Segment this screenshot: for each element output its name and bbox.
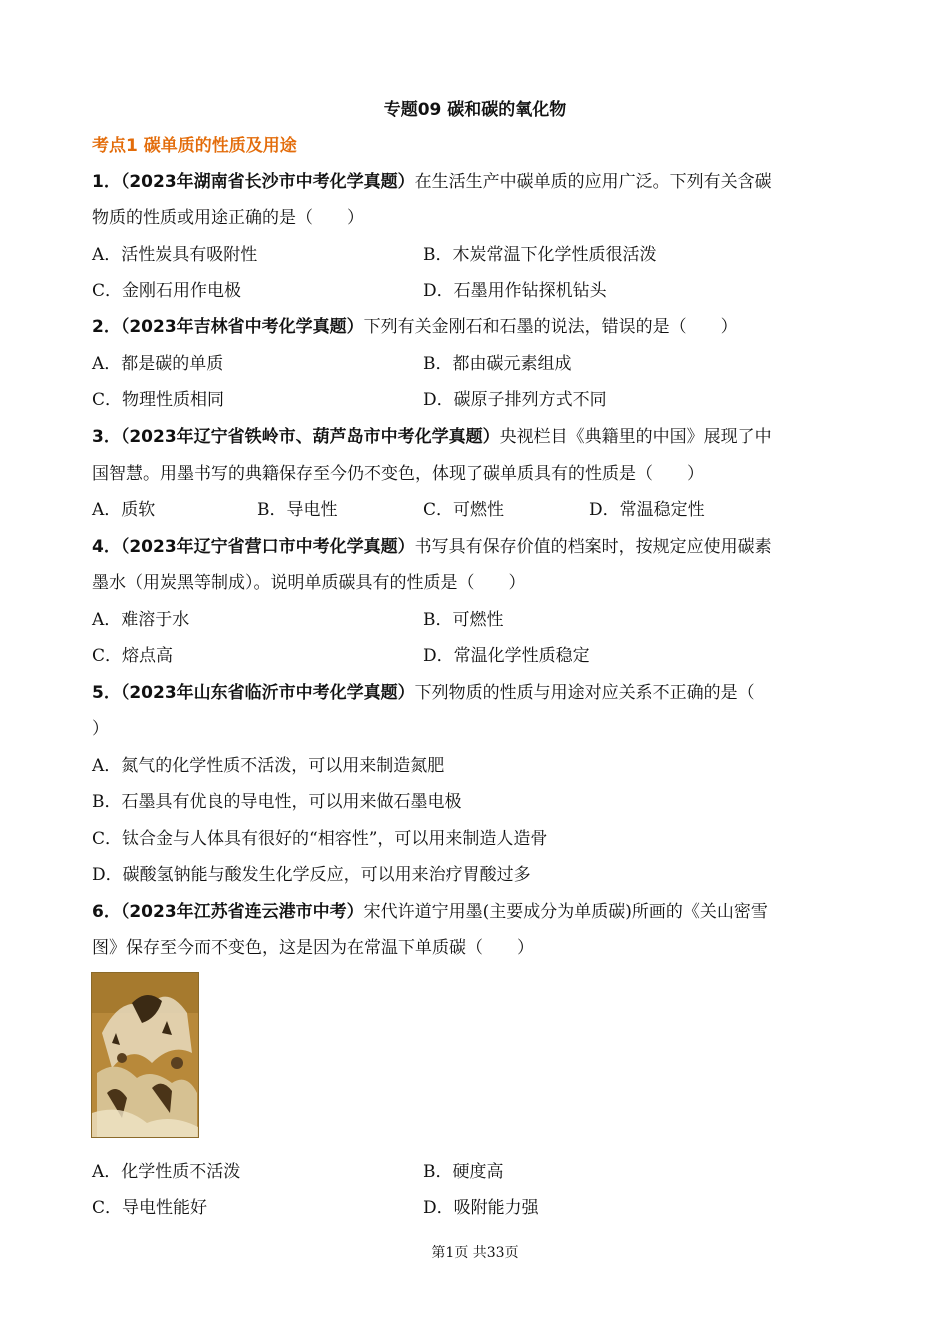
page-footer: 第1页 共33页 xyxy=(431,1245,519,1261)
question-1-option-b: B．木炭常温下化学性质很活泼 xyxy=(423,245,657,265)
question-3-option-d: D．常温稳定性 xyxy=(589,500,705,520)
question-5-option-c: C．钛合金与人体具有很好的“相容性”，可以用来制造人造骨 xyxy=(92,829,548,849)
question-4-option-a: A．难溶于水 xyxy=(92,610,190,630)
question-6-source: 6．（2023年江苏省连云港市中考） xyxy=(92,902,364,922)
question-3 xyxy=(92,423,862,451)
question-6-option-a: A．化学性质不活泼 xyxy=(92,1162,241,1182)
question-4 xyxy=(92,533,862,561)
question-2-stem: 下列有关金刚石和石墨的说法，错误的是（ ） xyxy=(363,317,738,337)
page-title: 专题09 碳和碳的氧化物 xyxy=(383,100,567,120)
question-2 xyxy=(92,313,862,341)
question-6-stem-cont: 图》保存至今而不变色，这是因为在常温下单质碳（ ） xyxy=(92,938,534,958)
section-heading: 考点1 碳单质的性质及用途 xyxy=(92,136,297,156)
question-6-stem: 宋代许道宁用墨(主要成分为单质碳)所画的《关山密雪 xyxy=(363,902,768,922)
question-6-option-c: C．导电性能好 xyxy=(92,1198,208,1218)
question-6 xyxy=(92,898,862,926)
question-1-stem-cont: 物质的性质或用途正确的是（ ） xyxy=(92,208,364,228)
question-2-option-d: D．碳原子排列方式不同 xyxy=(423,390,607,410)
question-5-option-d: D．碳酸氢钠能与酸发生化学反应，可以用来治疗胃酸过多 xyxy=(92,865,531,885)
question-3-stem: 央视栏目《典籍里的中国》展现了中 xyxy=(499,427,772,447)
question-4-source: 4．（2023年辽宁省营口市中考化学真题） xyxy=(92,537,415,557)
question-1 xyxy=(92,168,862,196)
question-6-option-b: B．硬度高 xyxy=(423,1162,504,1182)
question-3-option-b: B．导电性 xyxy=(257,500,338,520)
question-3-stem-cont: 国智慧。用墨书写的典籍保存至今仍不变色，体现了碳单质具有的性质是（ ） xyxy=(92,464,704,484)
question-4-option-b: B．可燃性 xyxy=(423,610,504,630)
question-5-option-b: B．石墨具有优良的导电性，可以用来做石墨电极 xyxy=(92,792,462,812)
question-3-option-a: A．质软 xyxy=(92,500,156,520)
question-5-option-a: A．氮气的化学性质不活泼，可以用来制造氮肥 xyxy=(92,756,445,776)
question-1-option-d: D．石墨用作钻探机钻头 xyxy=(423,281,607,301)
question-4-option-d: D．常温化学性质稳定 xyxy=(423,646,590,666)
question-5-source: 5．（2023年山东省临沂市中考化学真题） xyxy=(92,683,415,703)
question-2-source: 2．（2023年吉林省中考化学真题） xyxy=(92,317,364,337)
question-2-option-a: A．都是碳的单质 xyxy=(92,354,224,374)
question-4-stem-cont: 墨水（用炭黑等制成）。说明单质碳具有的性质是（ ） xyxy=(92,573,526,593)
question-1-stem: 在生活生产中碳单质的应用广泛。下列有关含碳 xyxy=(414,172,772,192)
question-4-stem: 书写具有保存价值的档案时，按规定应使用碳素 xyxy=(414,537,772,557)
question-5-stem-cont: ） xyxy=(92,719,109,739)
question-1-source: 1．（2023年湖南省长沙市中考化学真题） xyxy=(92,172,415,192)
question-3-option-c: C．可燃性 xyxy=(423,500,505,520)
guanshan-snow-painting-image xyxy=(91,972,199,1138)
question-4-option-c: C．熔点高 xyxy=(92,646,174,666)
question-5-stem: 下列物质的性质与用途对应关系不正确的是（ xyxy=(414,683,755,703)
question-1-option-a: A．活性炭具有吸附性 xyxy=(92,245,258,265)
question-3-source: 3．（2023年辽宁省铁岭市、葫芦岛市中考化学真题） xyxy=(92,427,500,447)
question-6-option-d: D．吸附能力强 xyxy=(423,1198,539,1218)
question-2-option-c: C．物理性质相同 xyxy=(92,390,225,410)
question-2-option-b: B．都由碳元素组成 xyxy=(423,354,572,374)
question-1-option-c: C．金刚石用作电极 xyxy=(92,281,242,301)
question-5 xyxy=(92,679,862,707)
